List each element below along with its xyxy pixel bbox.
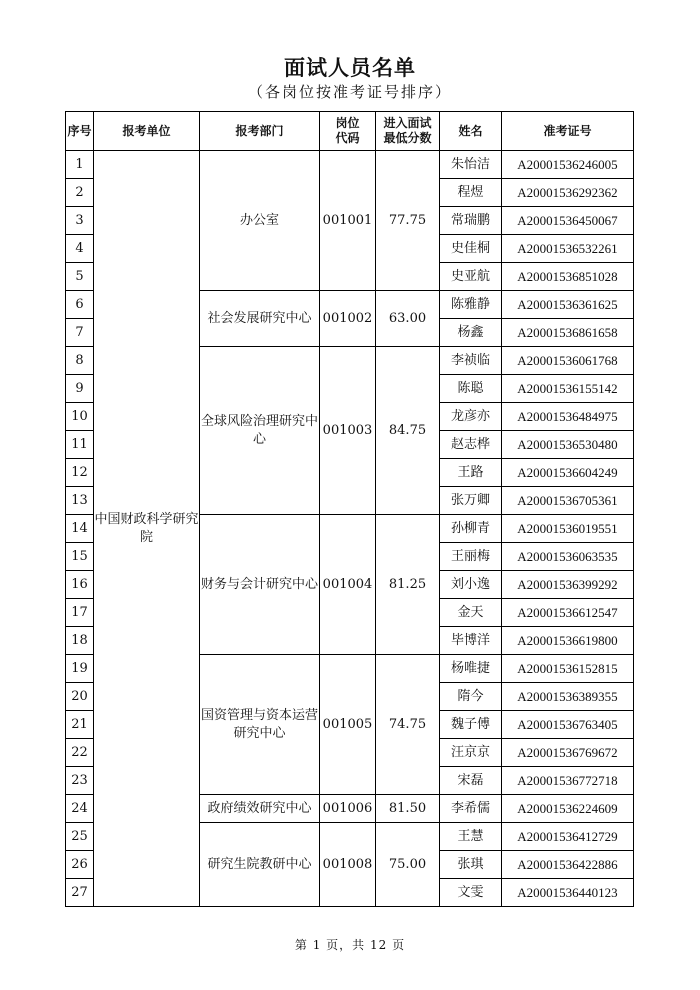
name-cell: 王慧 <box>440 823 502 851</box>
code-cell: 001005 <box>320 655 376 795</box>
score-cell: 84.75 <box>376 347 440 515</box>
header-code-line1: 岗位 <box>335 116 360 130</box>
exam-id-cell: A20001536861658 <box>502 319 634 347</box>
header-score-line2: 最低分数 <box>383 131 432 145</box>
seq-cell: 14 <box>66 515 94 543</box>
exam-id-cell: A20001536155142 <box>502 375 634 403</box>
score-cell: 75.00 <box>376 823 440 907</box>
exam-id-cell: A20001536422886 <box>502 851 634 879</box>
name-cell: 文雯 <box>440 879 502 907</box>
name-cell: 汪京京 <box>440 739 502 767</box>
name-cell: 金天 <box>440 599 502 627</box>
seq-cell: 19 <box>66 655 94 683</box>
header-code-line2: 代码 <box>335 131 360 145</box>
code-cell: 001003 <box>320 347 376 515</box>
name-cell: 史亚航 <box>440 263 502 291</box>
score-cell: 63.00 <box>376 291 440 347</box>
code-cell: 001004 <box>320 515 376 655</box>
seq-cell: 15 <box>66 543 94 571</box>
dept-cell: 政府绩效研究中心 <box>200 795 320 823</box>
page-subtitle: （各岗位按准考证号排序） <box>247 83 452 101</box>
seq-cell: 7 <box>66 319 94 347</box>
header-score <box>376 112 440 151</box>
exam-id-cell: A20001536246005 <box>502 151 634 179</box>
exam-id-cell: A20001536484975 <box>502 403 634 431</box>
exam-id-cell: A20001536224609 <box>502 795 634 823</box>
name-cell: 毕博洋 <box>440 627 502 655</box>
name-cell: 杨唯捷 <box>440 655 502 683</box>
name-cell: 隋今 <box>440 683 502 711</box>
score-cell: 81.25 <box>376 515 440 655</box>
exam-id-cell: A20001536292362 <box>502 179 634 207</box>
name-cell: 魏子傅 <box>440 711 502 739</box>
name-cell: 李希儒 <box>440 795 502 823</box>
header-dept: 报考部门 <box>200 112 320 151</box>
name-cell: 陈雅静 <box>440 291 502 319</box>
seq-cell: 22 <box>66 739 94 767</box>
seq-cell: 2 <box>66 179 94 207</box>
exam-id-cell: A20001536152815 <box>502 655 634 683</box>
seq-cell: 20 <box>66 683 94 711</box>
exam-id-cell: A20001536769672 <box>502 739 634 767</box>
name-cell: 刘小逸 <box>440 571 502 599</box>
seq-cell: 16 <box>66 571 94 599</box>
exam-id-cell: A20001536532261 <box>502 235 634 263</box>
dept-cell: 社会发展研究中心 <box>200 291 320 347</box>
seq-cell: 12 <box>66 459 94 487</box>
exam-id-cell: A20001536530480 <box>502 431 634 459</box>
seq-cell: 21 <box>66 711 94 739</box>
seq-cell: 24 <box>66 795 94 823</box>
seq-cell: 11 <box>66 431 94 459</box>
seq-cell: 25 <box>66 823 94 851</box>
name-cell: 王丽梅 <box>440 543 502 571</box>
header-code <box>320 112 376 151</box>
exam-id-cell: A20001536604249 <box>502 459 634 487</box>
seq-cell: 18 <box>66 627 94 655</box>
exam-id-cell: A20001536612547 <box>502 599 634 627</box>
name-cell: 杨鑫 <box>440 319 502 347</box>
name-cell: 宋磊 <box>440 767 502 795</box>
exam-id-cell: A20001536019551 <box>502 515 634 543</box>
exam-id-cell: A20001536361625 <box>502 291 634 319</box>
seq-cell: 17 <box>66 599 94 627</box>
code-cell: 001001 <box>320 151 376 291</box>
exam-id-cell: A20001536450067 <box>502 207 634 235</box>
seq-cell: 23 <box>66 767 94 795</box>
page-footer: 第 1 页，共 12 页 <box>294 938 406 952</box>
unit-cell: 中国财政科学研究院 <box>94 151 200 907</box>
exam-id-cell: A20001536851028 <box>502 263 634 291</box>
seq-cell: 4 <box>66 235 94 263</box>
header-unit: 报考单位 <box>94 112 200 151</box>
name-cell: 李祯临 <box>440 347 502 375</box>
exam-id-cell: A20001536389355 <box>502 683 634 711</box>
seq-cell: 6 <box>66 291 94 319</box>
exam-id-cell: A20001536061768 <box>502 347 634 375</box>
score-cell: 77.75 <box>376 151 440 291</box>
code-cell: 001002 <box>320 291 376 347</box>
exam-id-cell: A20001536705361 <box>502 487 634 515</box>
name-cell: 赵志桦 <box>440 431 502 459</box>
name-cell: 张万卿 <box>440 487 502 515</box>
seq-cell: 5 <box>66 263 94 291</box>
seq-cell: 13 <box>66 487 94 515</box>
exam-id-cell: A20001536763405 <box>502 711 634 739</box>
name-cell: 孙柳青 <box>440 515 502 543</box>
table-row <box>66 151 634 179</box>
dept-cell: 全球风险治理研究中心 <box>200 347 320 515</box>
exam-id-cell: A20001536619800 <box>502 627 634 655</box>
name-cell: 龙彦亦 <box>440 403 502 431</box>
exam-id-cell: A20001536440123 <box>502 879 634 907</box>
dept-cell: 办公室 <box>200 151 320 291</box>
code-cell: 001006 <box>320 795 376 823</box>
name-cell: 朱怡洁 <box>440 151 502 179</box>
name-cell: 史佳桐 <box>440 235 502 263</box>
name-cell: 常瑞鹏 <box>440 207 502 235</box>
header-score-line1: 进入面试 <box>383 116 432 130</box>
seq-cell: 1 <box>66 151 94 179</box>
score-cell: 81.50 <box>376 795 440 823</box>
header-row <box>66 112 634 151</box>
page-title: 面试人员名单 <box>284 55 416 80</box>
roster-body <box>66 151 634 907</box>
seq-cell: 10 <box>66 403 94 431</box>
exam-id-cell: A20001536772718 <box>502 767 634 795</box>
exam-id-cell: A20001536399292 <box>502 571 634 599</box>
name-cell: 张琪 <box>440 851 502 879</box>
dept-cell: 财务与会计研究中心 <box>200 515 320 655</box>
dept-cell: 研究生院教研中心 <box>200 823 320 907</box>
code-cell: 001008 <box>320 823 376 907</box>
header-seq: 序号 <box>66 112 94 151</box>
seq-cell: 8 <box>66 347 94 375</box>
score-cell: 74.75 <box>376 655 440 795</box>
header-name: 姓名 <box>440 112 502 151</box>
seq-cell: 27 <box>66 879 94 907</box>
seq-cell: 26 <box>66 851 94 879</box>
seq-cell: 9 <box>66 375 94 403</box>
seq-cell: 3 <box>66 207 94 235</box>
name-cell: 陈聪 <box>440 375 502 403</box>
exam-id-cell: A20001536412729 <box>502 823 634 851</box>
dept-cell: 国资管理与资本运营研究中心 <box>200 655 320 795</box>
interview-roster-table <box>65 111 634 907</box>
exam-id-cell: A20001536063535 <box>502 543 634 571</box>
header-exam-id: 准考证号 <box>502 112 634 151</box>
name-cell: 程煜 <box>440 179 502 207</box>
name-cell: 王路 <box>440 459 502 487</box>
